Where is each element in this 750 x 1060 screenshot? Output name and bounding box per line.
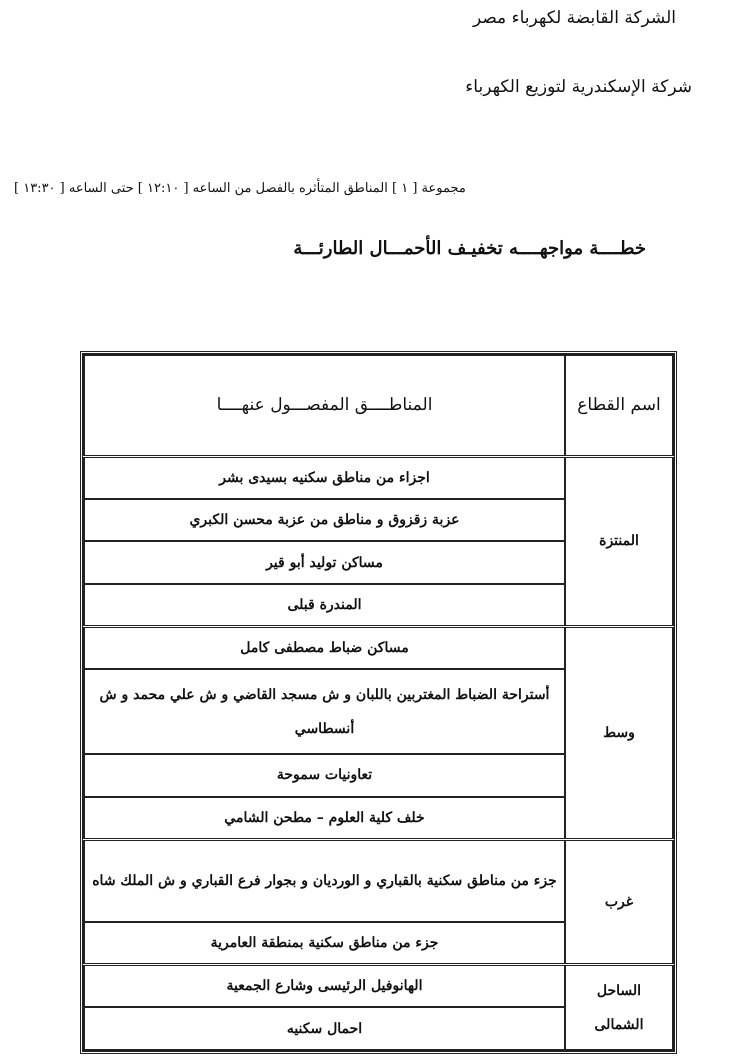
sector-cell: الساحل الشمالى [565, 965, 673, 1050]
table-row [84, 626, 673, 669]
table-header-row [84, 355, 673, 456]
sector-cell: المنتزة [565, 456, 673, 626]
area-cell: مساكن توليد أبو قير [84, 541, 565, 584]
area-cell: عزبة زقزوق و مناطق من عزبة محسن الكبري [84, 499, 565, 542]
area-cell: تعاونيات سموحة [84, 754, 565, 797]
area-cell: مساكن ضباط مصطفى كامل [84, 626, 565, 669]
table-row [84, 965, 673, 1008]
sector-cell: غرب [565, 839, 673, 965]
area-cell: جزء من مناطق سكنية بالقباري و الورديان و بجوار فرع القباري و ش الملك شاه [84, 839, 565, 922]
outage-table [80, 351, 677, 1054]
area-cell: الهانوفيل الرئيسى وشارع الجمعية [84, 965, 565, 1008]
org-name-holding: الشركة القابضة لكهرباء مصر [472, 8, 676, 28]
area-cell: اجزاء من مناطق سكنيه بسيدى بشر [84, 456, 565, 499]
group-time-line: مجموعة [ ١ ] المناطق المتأثره بالفصل من الساعه [ ١٢:١٠ ] حتى الساعه [ ١٣:٣٠ ] [14, 181, 466, 196]
sector-cell: وسط [565, 626, 673, 839]
org-name-distribution: شركة الإسكندرية لتوزيع الكهرباء [465, 77, 692, 97]
area-cell: جزء من مناطق سكنية بمنطقة العامرية [84, 922, 565, 965]
table-row [84, 839, 673, 922]
header-sector: اسم القطاع [565, 355, 673, 456]
plan-title: خطــــة مواجهــــه تخفيـف الأحمـــال الطارئـــة [293, 238, 646, 259]
header-areas: المناطــــق المفصـــول عنهــــا [84, 355, 565, 456]
area-cell: احمال سكنيه [84, 1007, 565, 1050]
table-row [84, 456, 673, 499]
area-cell: خلف كلية العلوم – مطحن الشامي [84, 797, 565, 840]
area-cell: المندرة قبلى [84, 584, 565, 627]
area-cell: أستراحة الضباط المغتربين باللبان و ش مسجد القاضي و ش علي محمد و ش أنسطاسي [84, 669, 565, 754]
